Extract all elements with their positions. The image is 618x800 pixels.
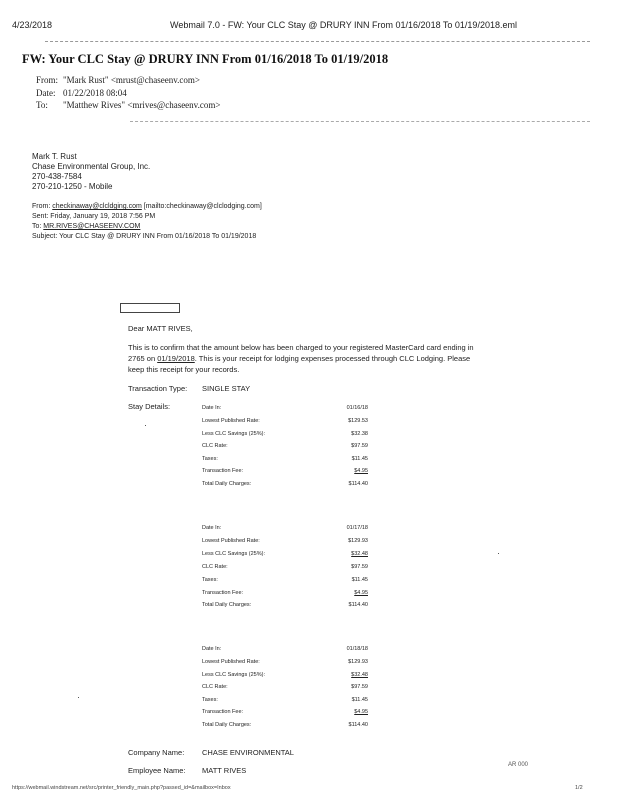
transaction-fee-value: $4.95 <box>354 590 368 596</box>
published-rate-value: $129.93 <box>348 538 368 544</box>
taxes-label: Taxes: <box>202 697 218 703</box>
forward-from-mailto: [mailto:checkinaway@clclodging.com] <box>143 203 262 210</box>
date-label: Date: <box>36 88 56 98</box>
taxes-value: $11.45 <box>351 577 368 583</box>
forward-subject: Subject: Your CLC Stay @ DRURY INN From 01/16/2018 To 01/19/2018 <box>32 233 257 240</box>
date-in-value: 01/17/18 <box>346 525 368 531</box>
employee-name-label: Employee Name: <box>128 766 186 775</box>
clc-rate-value: $97.59 <box>351 564 368 570</box>
date-value: 01/22/2018 08:04 <box>63 88 127 98</box>
published-rate-value: $129.93 <box>348 659 368 665</box>
print-title: Webmail 7.0 - FW: Your CLC Stay @ DRURY INN From 01/16/2018 To 01/19/2018.eml <box>170 20 517 30</box>
clc-rate-value: $97.59 <box>351 684 368 690</box>
published-rate-label: Lowest Published Rate: <box>202 538 260 544</box>
forward-from-label: From: <box>32 203 51 210</box>
forward-to <box>32 223 140 230</box>
transaction-fee-label: Transaction Fee: <box>202 590 244 596</box>
logo-image-placeholder <box>120 303 180 313</box>
page-number: 1/2 <box>575 785 583 791</box>
date-in-label: Date In: <box>202 646 222 652</box>
transaction-type-value: SINGLE STAY <box>202 384 251 393</box>
published-rate-label: Lowest Published Rate: <box>202 659 260 665</box>
stay-details-label: Stay Details: <box>128 402 171 411</box>
forward-sent: Sent: Friday, January 19, 2018 7:56 PM <box>32 213 156 220</box>
transaction-fee-value: $4.95 <box>354 468 368 474</box>
scan-speck <box>78 697 79 698</box>
savings-label: Less CLC Savings (25%): <box>202 431 265 437</box>
date-in-label: Date In: <box>202 405 222 411</box>
footer-url: https://webmail.windstream.net/src/printer_friendly_main.php?passed_id=&mailbox=Inbox <box>12 785 231 791</box>
savings-label: Less CLC Savings (25%): <box>202 672 265 678</box>
taxes-label: Taxes: <box>202 577 218 583</box>
signature-name: Mark T. Rust <box>32 152 77 161</box>
clc-rate-label: CLC Rate: <box>202 684 228 690</box>
body-line-2 <box>128 353 470 364</box>
header-divider <box>45 41 590 42</box>
body-line-2-end: . This is your receipt for lodging expenses processed through CLC Lodging. Please <box>194 354 471 363</box>
savings-label: Less CLC Savings (25%): <box>202 551 265 557</box>
date-in-value: 01/18/18 <box>346 646 368 652</box>
savings-value: $32.48 <box>351 672 368 678</box>
body-line-1: This is to confirm that the amount below has been charged to your registered MasterCard card ending in <box>128 343 474 352</box>
clc-rate-label: CLC Rate: <box>202 443 228 449</box>
charge-date-link[interactable]: 01/19/2018 <box>157 354 195 363</box>
email-subject: FW: Your CLC Stay @ DRURY INN From 01/16/2018 To 01/19/2018 <box>22 52 389 66</box>
taxes-label: Taxes: <box>202 456 218 462</box>
transaction-type-label: Transaction Type: <box>128 384 188 393</box>
signature-phone: 270-438-7584 <box>32 172 82 181</box>
meta-divider <box>130 121 590 122</box>
transaction-fee-value: $4.95 <box>354 709 368 715</box>
from-label: From: <box>36 75 59 85</box>
signature-company: Chase Environmental Group, Inc. <box>32 162 151 171</box>
forward-to-label: To: <box>32 223 42 230</box>
savings-value: $32.38 <box>351 431 368 437</box>
date-in-value: 01/16/18 <box>346 405 368 411</box>
company-name-label: Company Name: <box>128 748 185 757</box>
total-label: Total Daily Charges: <box>202 481 252 487</box>
greeting: Dear MATT RIVES, <box>128 324 193 333</box>
forward-to-link[interactable]: MR.RIVES@CHASEENV.COM <box>43 223 141 230</box>
forward-from-link[interactable]: checkinaway@clcldging.com <box>52 203 142 210</box>
body-line-2-start: 2765 on <box>128 354 158 363</box>
transaction-fee-label: Transaction Fee: <box>202 709 244 715</box>
to-value: "Matthew Rives" <mrives@chaseenv.com> <box>63 100 221 110</box>
body-line-3: keep this receipt for your records. <box>128 365 240 374</box>
from-value: "Mark Rust" <mrust@chaseenv.com> <box>63 75 200 85</box>
signature-mobile: 270-210-1250 - Mobile <box>32 182 113 191</box>
print-date: 4/23/2018 <box>12 20 53 30</box>
transaction-fee-label: Transaction Fee: <box>202 468 244 474</box>
forward-from <box>32 203 262 210</box>
total-value: $114.40 <box>348 722 368 728</box>
clc-rate-label: CLC Rate: <box>202 564 228 570</box>
taxes-value: $11.45 <box>351 456 368 462</box>
taxes-value: $11.45 <box>351 697 368 703</box>
total-value: $114.40 <box>348 602 368 608</box>
total-value: $114.40 <box>348 481 368 487</box>
to-label: To: <box>36 100 48 110</box>
clc-rate-value: $97.59 <box>351 443 368 449</box>
published-rate-label: Lowest Published Rate: <box>202 418 260 424</box>
date-in-label: Date In: <box>202 525 222 531</box>
scan-speck <box>145 425 146 426</box>
bates-stamp: AR 000 <box>508 762 529 768</box>
published-rate-value: $129.53 <box>348 418 368 424</box>
total-label: Total Daily Charges: <box>202 722 252 728</box>
scan-speck <box>498 553 499 554</box>
employee-name-value: MATT RIVES <box>202 766 247 775</box>
savings-value: $32.48 <box>351 551 368 557</box>
company-name-value: CHASE ENVIRONMENTAL <box>202 748 294 757</box>
total-label: Total Daily Charges: <box>202 602 252 608</box>
